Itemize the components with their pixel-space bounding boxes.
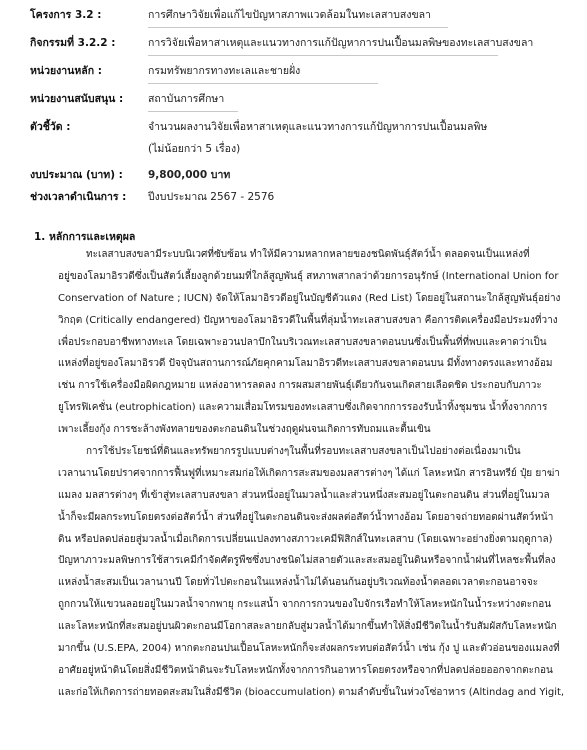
activity-value: การวิจัยเพื่อหาสาเหตุและแนวทางการแก้ปัญหาการปนเปื้อนมลพิษของทะเลสาบสงขลา (148, 37, 534, 49)
rationale-body (58, 244, 575, 704)
activity-underline (148, 55, 498, 56)
activity-label: กิจกรรมที่ 3.2.2 : (30, 37, 116, 49)
indicator-value-line1: จำนวนผลงานวิจัยเพื่อหาสาเหตุและแนวทางการแก้ปัญหาการปนเปื้อนมลพิษ (148, 121, 488, 133)
paragraph-line: อาศัยอยู่หน้าดินโดยสิ่งมีชีวิตหน้าดินจะรับโลหะหนักทั้งจากการกินอาหารโดยตรงหรือจากที่ปลดปล่อยออกจากตะกอน (58, 664, 553, 676)
paragraph-line: น้ำก็จะมีผลกระทบโดยตรงต่อสัตว์น้ำ ส่วนที่อยู่ในตะกอนดินจะส่งผลต่อสัตว์น้ำทางอ้อม โดยอาจถ่ายทอดผ่านสัตว์หน้า (58, 511, 554, 523)
support-agency-label: หน่วยงานสนับสนุน : (30, 93, 124, 105)
project-underline (148, 27, 448, 28)
paragraph-line: และก่อให้เกิดการถ่ายทอดสะสมในสิ่งมีชีวิต (bioaccumulation) ตามลำดับขั้นในห่วงโซ่อาหาร (Altindag and Yigit, (58, 686, 565, 698)
lead-underline (148, 83, 378, 84)
budget-value: 9,800,000 บาท (148, 169, 231, 181)
support-underline (148, 111, 238, 112)
paragraph-line: เพาะเลี้ยงกุ้ง การชะล้างพังทลายของตะกอนดินในช่วงฤดูฝนจนเกิดการทับถมและตื้นเขิน (58, 424, 431, 436)
paragraph-line: ปัญหาภาวะมลพิษการใช้สารเคมีกำจัดศัตรูพืชซึ่งบางชนิดไม่สลายตัวและสะสมอยู่ในดินหรือจากน้ำฝนที่ไหลชะพื้นที่ลง (58, 555, 556, 567)
project-value: การศึกษาวิจัยเพื่อแก้ไขปัญหาสภาพแวดล้อมในทะเลสาบสงขลา (148, 9, 431, 21)
paragraph-line: ถูกกวนให้แขวนลอยอยู่ในมวลน้ำจากพายุ กระแสน้ำ จากการกวนของใบจักรเรือทำให้โลหะหนักในน้ำระหว่างตะกอน (58, 599, 552, 611)
paragraph-line: ยูโทรฟิเคชั่น (eutrophication) และความเสื่อมโทรมของทะเลสาบซึ่งเกิดจากการรองรับน้ำทิ้งชุมชน น้ำทิ้งจากการ (58, 402, 548, 414)
paragraph-line: มากขึ้น (U.S.EPA, 2004) หากตะกอนปนเปื้อนโลหะหนักก็จะส่งผลกระทบต่อสัตว์น้ำ เช่น กุ้ง ปู และตัวอ่อนของแมลงที่ (58, 643, 560, 655)
project-label: โครงการ 3.2 : (30, 9, 102, 21)
paragraph-line: การใช้ประโยชน์ที่ดินและทรัพยากรรูปแบบต่างๆในพื้นที่รอบทะเลสาบสงขลาเป็นไปอย่างต่อเนื่องมาเป็น (86, 446, 521, 458)
paragraph-line: เช่น การใช้เครื่องมือผิดกฎหมาย แหล่งอาหารลดลง การผสมสายพันธุ์เดียวกันจนเกิดสายเลือดชิด ประกอบกับภาวะ (58, 380, 542, 392)
indicator-label: ตัวชี้วัด : (30, 121, 71, 133)
paragraph-line: อยู่ของโลมาอิรวดีซึ่งเป็นสัตว์เลี้ยงลูกด้วยนมที่ใกล้สูญพันธุ์ สหภาพสากลว่าด้วยการอนุรักษ์ (International Union for (58, 270, 559, 282)
period-value: ปีงบประมาณ 2567 - 2576 (148, 191, 275, 203)
paragraph-line: แหล่งน้ำสะสมเป็นเวลานานปี โดยทั่วไปตะกอนในแหล่งน้ำไม่ได้นอนก้นอยู่บริเวณท้องน้ำตลอดเวลาตะกอนอาจจะ (58, 577, 539, 589)
period-label: ช่วงเวลาดำเนินการ : (30, 191, 127, 203)
section-heading: 1. หลักการและเหตุผล (34, 231, 136, 243)
paragraph-line: แหล่งที่อยู่ของโลมาอิรวดี ปัจจุบันสถานการณ์ภัยคุกคามโลมาอิรวดีทะเลสาบสงขลาตอนบน มีทั้งทางตรงและทางอ้อม (58, 358, 553, 370)
budget-label: งบประมาณ (บาท) : (30, 169, 123, 181)
paragraph-line: วิกฤต (Critically endangered) ปัญหาของโลมาอิรวดีในพื้นที่ลุ่มน้ำทะเลสาบสงขลา คือการติดเครื่องมือประมงที่วาง (58, 314, 558, 326)
lead-agency-value: กรมทรัพยากรทางทะเลและชายฝั่ง (148, 65, 301, 77)
paragraph-line: ทะเลสาบสงขลามีระบบนิเวศที่ซับซ้อน ทำให้มีความหลากหลายของชนิดพันธุ์สัตว์น้ำ ตลอดจนเป็นแหล่งที่ (86, 249, 530, 260)
paragraph-line: เวลานานโดยปราศจากการฟื้นฟูที่เหมาะสมก่อให้เกิดการสะสมของมลสารต่างๆ ได้แก่ โลหะหนัก สารอินทรีย์ ปุ๋ย ยาฆ่า (58, 467, 560, 479)
paragraph-line: เพื่อประกอบอาชีพทางทะเล โดยเฉพาะอวนปลาบึกในบริเวณทะเลสาบสงขลาตอนบนซึ่งเป็นพื้นที่ที่พบและคาดว่าเป็น (58, 336, 547, 348)
paragraph-line: ดิน หรือปลดปล่อยสู่มวลน้ำเมื่อเกิดการเปลี่ยนแปลงทางสภาวะเคมีฟิสิกส์ในทะเลสาบ (โดยเฉพาะอย่างยิ่งตามฤดูกาล) (58, 533, 553, 545)
lead-agency-label: หน่วยงานหลัก : (30, 65, 102, 77)
paragraph-line: และโลหะหนักที่สะสมอยู่บนผิวตะกอนมีโอกาสละลายกลับสู่มวลน้ำได้มากขึ้นทำให้สิ่งมีชีวิตในน้ำรับสัมผัสกับโลหะหนัก (58, 621, 557, 633)
paragraph-line: Conservation of Nature ; IUCN) จัดให้โลมาอิรวดีอยู่ในบัญชีตัวแดง (Red List) โดยอยู่ในสถานะใกล้สูญพันธุ์อย่าง (58, 292, 561, 304)
support-agency-value: สถาบันการศึกษา (148, 93, 225, 105)
paragraph-line: แมลง มลสารต่างๆ ที่เข้าสู่ทะเลสาบสงขลา ส่วนหนึ่งอยู่ในมวลน้ำและส่วนหนึ่งสะสมอยู่ในตะกอนดิน ส่วนที่อยู่ในมวล (58, 489, 550, 501)
indicator-value-line2: (ไม่น้อยกว่า 5 เรื่อง) (148, 143, 241, 155)
